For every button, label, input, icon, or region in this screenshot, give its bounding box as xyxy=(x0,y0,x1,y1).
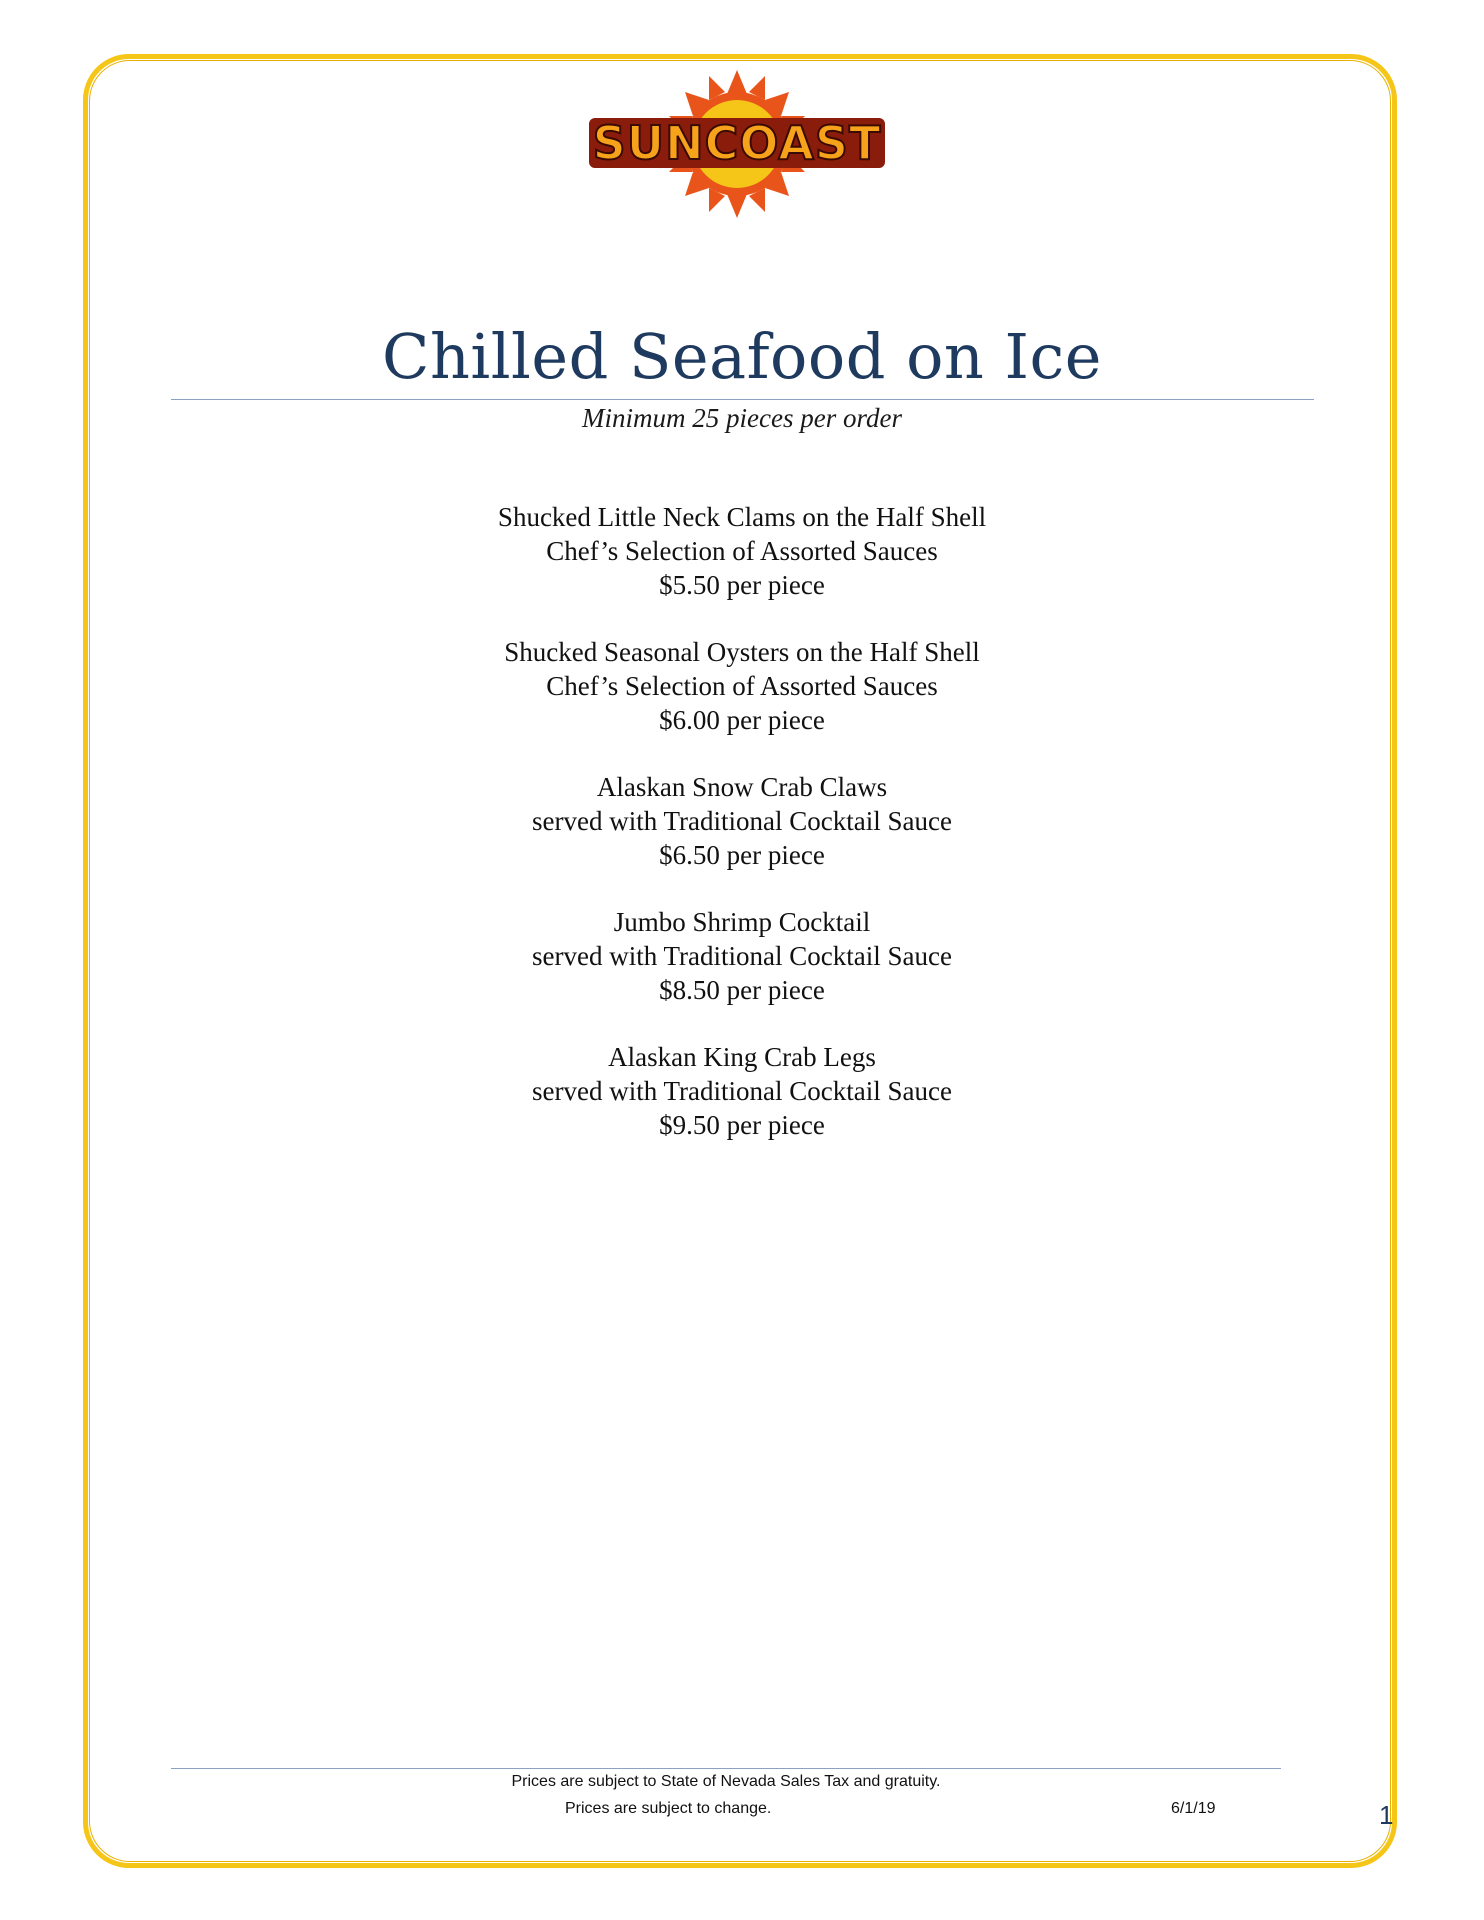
suncoast-logo xyxy=(587,66,887,226)
menu-list xyxy=(0,500,1484,1175)
svg-text:SUNCOAST: SUNCOAST xyxy=(592,116,882,170)
menu-item-name: Alaskan Snow Crab Claws xyxy=(596,772,888,802)
menu-item xyxy=(0,500,1484,602)
menu-item-name: Shucked Little Neck Clams on the Half Shell xyxy=(497,502,987,532)
menu-item-name: Jumbo Shrimp Cocktail xyxy=(613,907,871,937)
title-divider xyxy=(171,399,1314,400)
menu-item-price: $8.50 per piece xyxy=(659,975,825,1005)
footer-change-note: Prices are subject to change. xyxy=(565,1800,772,1817)
page-subtitle: Minimum 25 pieces per order xyxy=(582,403,902,433)
menu-item-description: served with Traditional Cocktail Sauce xyxy=(532,1076,952,1106)
menu-item-description: served with Traditional Cocktail Sauce xyxy=(532,941,952,971)
footer-date: 6/1/19 xyxy=(1171,1800,1216,1817)
menu-item-description: Chef’s Selection of Assorted Sauces xyxy=(546,671,938,701)
suncoast-wordmark xyxy=(589,116,885,170)
menu-item-name: Shucked Seasonal Oysters on the Half Shell xyxy=(504,637,980,667)
menu-item xyxy=(0,635,1484,737)
menu-item xyxy=(0,770,1484,872)
menu-item-price: $6.50 per piece xyxy=(659,840,825,870)
footer-tax-note: Prices are subject to State of Nevada Sales Tax and gratuity. xyxy=(511,1773,941,1790)
menu-item-description: served with Traditional Cocktail Sauce xyxy=(532,806,952,836)
footer-divider xyxy=(171,1768,1281,1769)
page-number: 1 xyxy=(1379,1800,1394,1830)
menu-item xyxy=(0,905,1484,1007)
menu-item-price: $5.50 per piece xyxy=(659,570,825,600)
menu-item xyxy=(0,1040,1484,1142)
menu-item-name: Alaskan King Crab Legs xyxy=(608,1042,876,1072)
page-title: Chilled Seafood on Ice xyxy=(382,320,1102,393)
menu-item-description: Chef’s Selection of Assorted Sauces xyxy=(546,536,938,566)
menu-item-price: $9.50 per piece xyxy=(659,1110,825,1140)
menu-item-price: $6.00 per piece xyxy=(659,705,825,735)
